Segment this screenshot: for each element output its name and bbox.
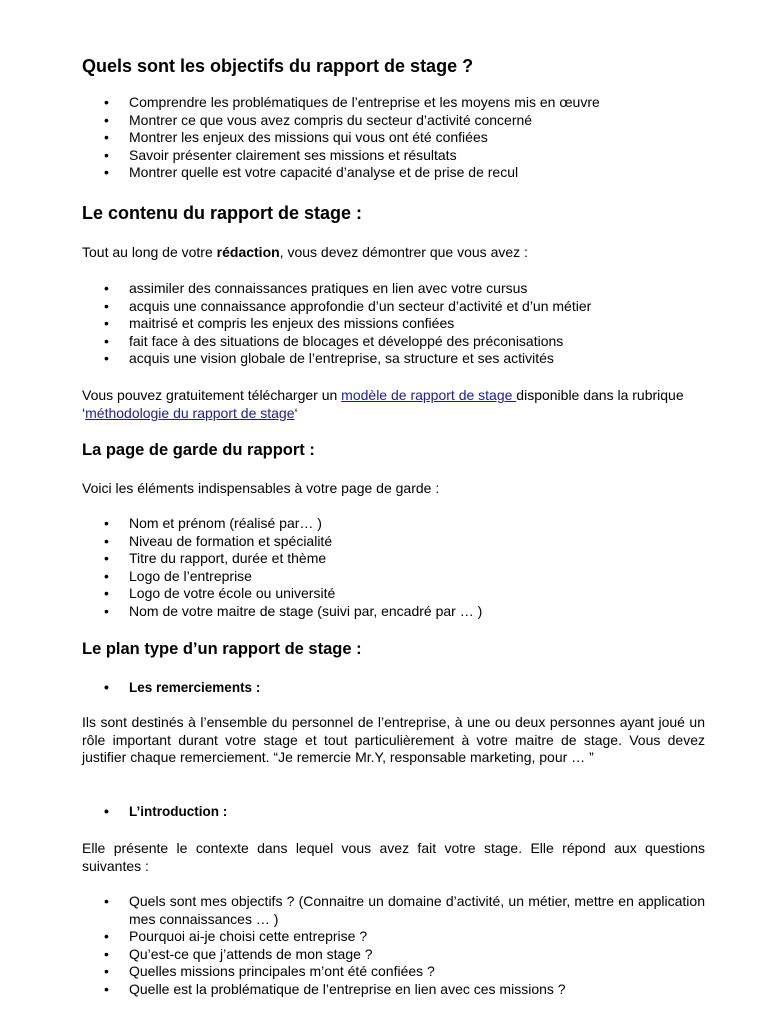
- list-sub-introduction: [82, 803, 705, 821]
- paragraph-introduction: Elle présente le contexte dans lequel vous avez fait votre stage. Elle répond aux questions suivantes :: [82, 840, 705, 874]
- bullet-icon: •: [104, 94, 109, 110]
- bullet-icon: •: [104, 164, 109, 181]
- list-item: • Quelles missions principales m’ont été confiées ?: [104, 963, 435, 980]
- list-item: • fait face à des situations de blocages et développé des préconisations: [104, 332, 564, 349]
- list-item: • Pourquoi ai-je choisi cette entreprise ?: [104, 928, 368, 945]
- bullet-icon: •: [104, 893, 109, 909]
- bullet-icon: •: [104, 532, 109, 549]
- list-item: • Montrer les enjeux des missions qui vous ont été confiées: [104, 129, 488, 146]
- paragraph-download: Vous pouvez gratuitement télécharger un modèle de rapport de stage disponible dans la rubrique ‘méthodologie du rapport de stage‘: [82, 387, 684, 421]
- heading-objectifs: Quels sont les objectifs du rapport de stage ?: [82, 56, 474, 76]
- bullet-icon: •: [104, 803, 109, 819]
- heading-page-de-garde: La page de garde du rapport :: [82, 441, 315, 459]
- list-item: • Qu’est-ce que j’attends de mon stage ?: [104, 945, 373, 962]
- paragraph-intro-contenu: Tout au long de votre rédaction, vous devez démontrer que vous avez :: [82, 244, 528, 260]
- list-item: • Quelle est la problématique de l’entreprise en lien avec ces missions ?: [104, 980, 566, 997]
- bullet-icon: •: [104, 928, 109, 945]
- bullet-icon: •: [104, 602, 109, 619]
- bullet-icon: •: [104, 129, 109, 146]
- list-item: • Montrer quelle est votre capacité d’analyse et de prise de recul: [104, 164, 519, 181]
- list-item: • acquis une vision globale de l’entreprise, sa structure et ses activités: [104, 350, 554, 367]
- list-item: • maitrisé et compris les enjeux des missions confiées: [104, 315, 455, 332]
- link-methodologie[interactable]: méthodologie du rapport de stage: [85, 404, 295, 421]
- bullet-icon: •: [104, 567, 109, 584]
- list-page-de-garde: [82, 515, 705, 621]
- list-item: • L’introduction :: [104, 803, 228, 819]
- bullet-icon: •: [104, 679, 109, 695]
- link-modele-rapport[interactable]: modèle de rapport de stage: [341, 387, 517, 403]
- list-item: • Logo de l’entreprise: [104, 567, 252, 584]
- bullet-icon: •: [104, 980, 109, 997]
- bullet-icon: •: [104, 332, 109, 349]
- list-item: • Savoir présenter clairement ses missions et résultats: [104, 146, 457, 163]
- bullet-icon: •: [104, 585, 109, 602]
- list-item: • Titre du rapport, durée et thème: [104, 550, 327, 567]
- bullet-icon: •: [104, 963, 109, 980]
- list-item: • Les remerciements :: [104, 679, 261, 695]
- list-objectifs: [82, 94, 705, 182]
- bullet-icon: •: [104, 280, 109, 296]
- heading-plan-type: Le plan type d’un rapport de stage :: [82, 640, 362, 658]
- paragraph-intro-garde: Voici les éléments indispensables à votre page de garde :: [82, 480, 440, 496]
- bullet-icon: •: [104, 297, 109, 314]
- list-item: • Niveau de formation et spécialité: [104, 532, 333, 549]
- bullet-icon: •: [104, 515, 109, 531]
- list-introduction-questions: [82, 893, 705, 999]
- list-item: • Montrer ce que vous avez compris du secteur d’activité concerné: [104, 111, 533, 128]
- list-item: • Nom de votre maitre de stage (suivi par, encadré par … ): [104, 602, 483, 619]
- list-item: • Quels sont mes objectifs ? (Connaitre un domaine d’activité, un métier, mettre en application mes connaissances … ): [104, 893, 705, 927]
- bullet-icon: •: [104, 111, 109, 128]
- list-item: • Comprendre les problématiques de l’entreprise et les moyens mis en œuvre: [104, 94, 600, 110]
- paragraph-remerciements: Ils sont destinés à l’ensemble du personnel de l’entreprise, à une ou deux personnes ayant joué un rôle important durant votre stage et tout particulièrement à votre maitre de stage. Vous devez justifier chaque remerciement. “Je remercie Mr.Y, responsable marketing, pour … ”: [82, 714, 705, 766]
- list-item: • Nom et prénom (réalisé par… ): [104, 515, 322, 531]
- list-item: • assimiler des connaissances pratiques en lien avec votre cursus: [104, 280, 528, 296]
- bullet-icon: •: [104, 315, 109, 332]
- bullet-icon: •: [104, 350, 109, 367]
- bullet-icon: •: [104, 550, 109, 567]
- bullet-icon: •: [104, 146, 109, 163]
- list-sub-remerciements: [82, 679, 705, 697]
- list-contenu: [82, 280, 705, 368]
- list-item: • acquis une connaissance approfondie d’un secteur d’activité et d’un métier: [104, 297, 592, 314]
- bullet-icon: •: [104, 945, 109, 962]
- list-item: • Logo de votre école ou université: [104, 585, 336, 602]
- heading-contenu: Le contenu du rapport de stage :: [82, 203, 363, 223]
